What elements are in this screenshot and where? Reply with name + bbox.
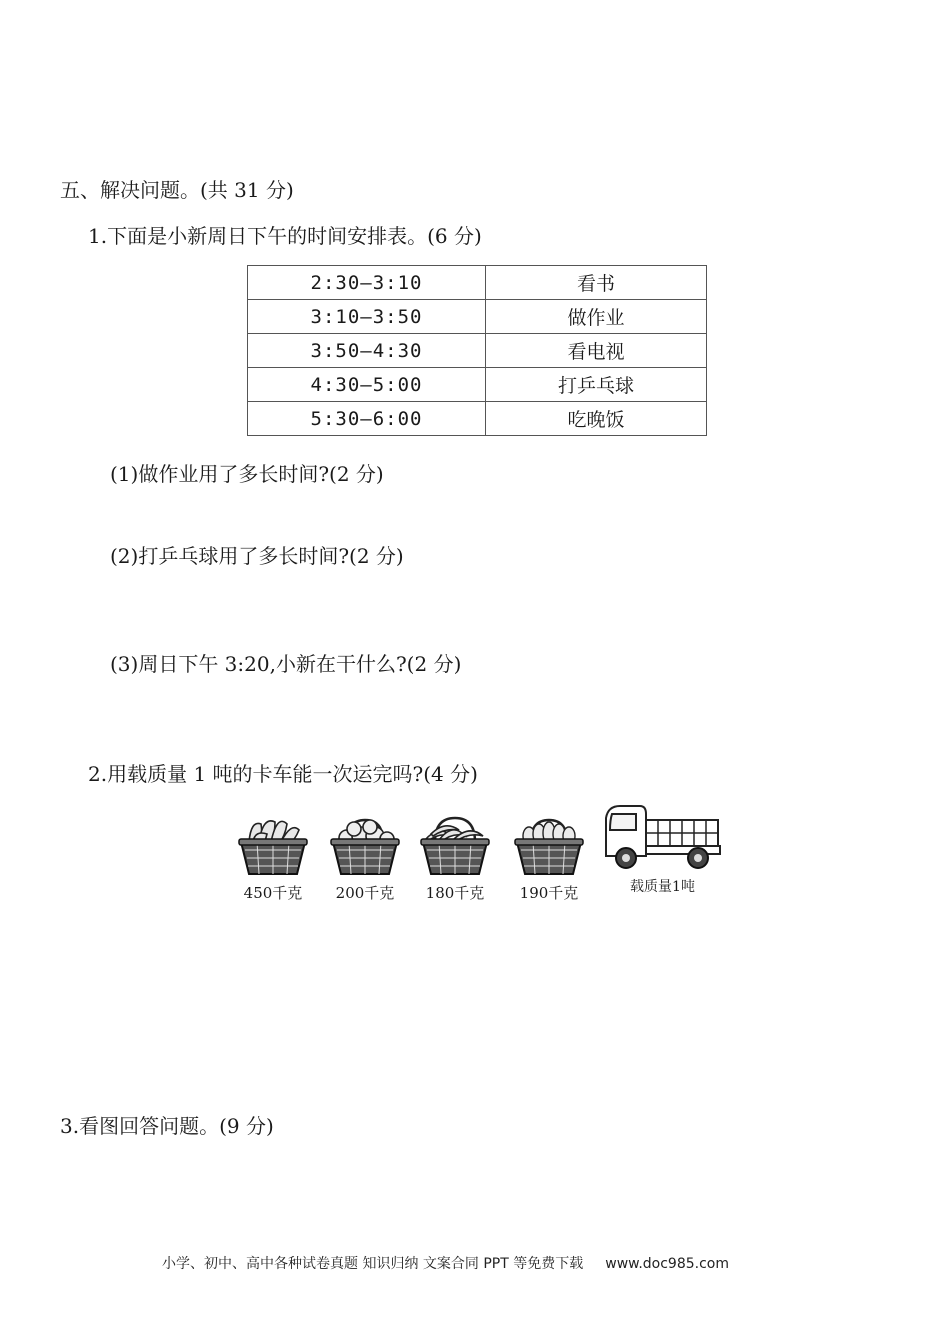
goods-item bbox=[320, 802, 410, 903]
sub-question-1: (1)做作业用了多长时间?(2 分) bbox=[110, 462, 384, 486]
basket-of-bananas-icon bbox=[415, 802, 495, 882]
section-title: 五、解决问题。(共 31 分) bbox=[60, 178, 294, 202]
table-row bbox=[248, 266, 707, 300]
time-cell: 2:30—3:10 bbox=[248, 266, 486, 300]
sub-question-2: (2)打乒乓球用了多长时间?(2 分) bbox=[110, 544, 404, 568]
time-cell: 4:30—5:00 bbox=[248, 368, 486, 402]
question-1-title: 1.下面是小新周日下午的时间安排表。(6 分) bbox=[88, 224, 482, 248]
activity-cell: 看电视 bbox=[486, 334, 707, 368]
goods-illustration bbox=[228, 802, 728, 912]
time-cell: 3:50—4:30 bbox=[248, 334, 486, 368]
table-row bbox=[248, 402, 707, 436]
footer-text: 小学、初中、高中各种试卷真题 知识归纳 文案合同 PPT 等免费下载 bbox=[162, 1256, 584, 1272]
truck-figure bbox=[600, 800, 725, 896]
basket-of-apples-icon bbox=[325, 802, 405, 882]
goods-item bbox=[228, 802, 318, 903]
activity-cell: 看书 bbox=[486, 266, 707, 300]
time-cell: 5:30—6:00 bbox=[248, 402, 486, 436]
footer bbox=[162, 1253, 729, 1273]
truck-caption: 载质量1吨 bbox=[630, 879, 695, 895]
goods-item bbox=[504, 802, 594, 903]
goods-item bbox=[410, 802, 500, 903]
activity-cell: 打乒乓球 bbox=[486, 368, 707, 402]
time-cell: 3:10—3:50 bbox=[248, 300, 486, 334]
question-2-title: 2.用载质量 1 吨的卡车能一次运完吗?(4 分) bbox=[88, 762, 478, 786]
basket-of-mangoes-icon bbox=[233, 802, 313, 882]
activity-cell: 做作业 bbox=[486, 300, 707, 334]
sub-question-3: (3)周日下午 3:20,小新在干什么?(2 分) bbox=[110, 652, 462, 676]
basket-of-vegetables-icon bbox=[509, 802, 589, 882]
weight-label: 450千克 bbox=[243, 884, 303, 902]
weight-label: 200千克 bbox=[335, 884, 395, 902]
schedule-table bbox=[247, 265, 707, 436]
activity-cell: 吃晚饭 bbox=[486, 402, 707, 436]
table-row bbox=[248, 334, 707, 368]
weight-label: 190千克 bbox=[519, 884, 579, 902]
table-row bbox=[248, 368, 707, 402]
truck-icon bbox=[602, 800, 724, 872]
footer-url[interactable]: www.doc985.com bbox=[605, 1256, 729, 1272]
weight-label: 180千克 bbox=[425, 884, 485, 902]
table-row bbox=[248, 300, 707, 334]
question-3-title: 3.看图回答问题。(9 分) bbox=[60, 1114, 274, 1138]
